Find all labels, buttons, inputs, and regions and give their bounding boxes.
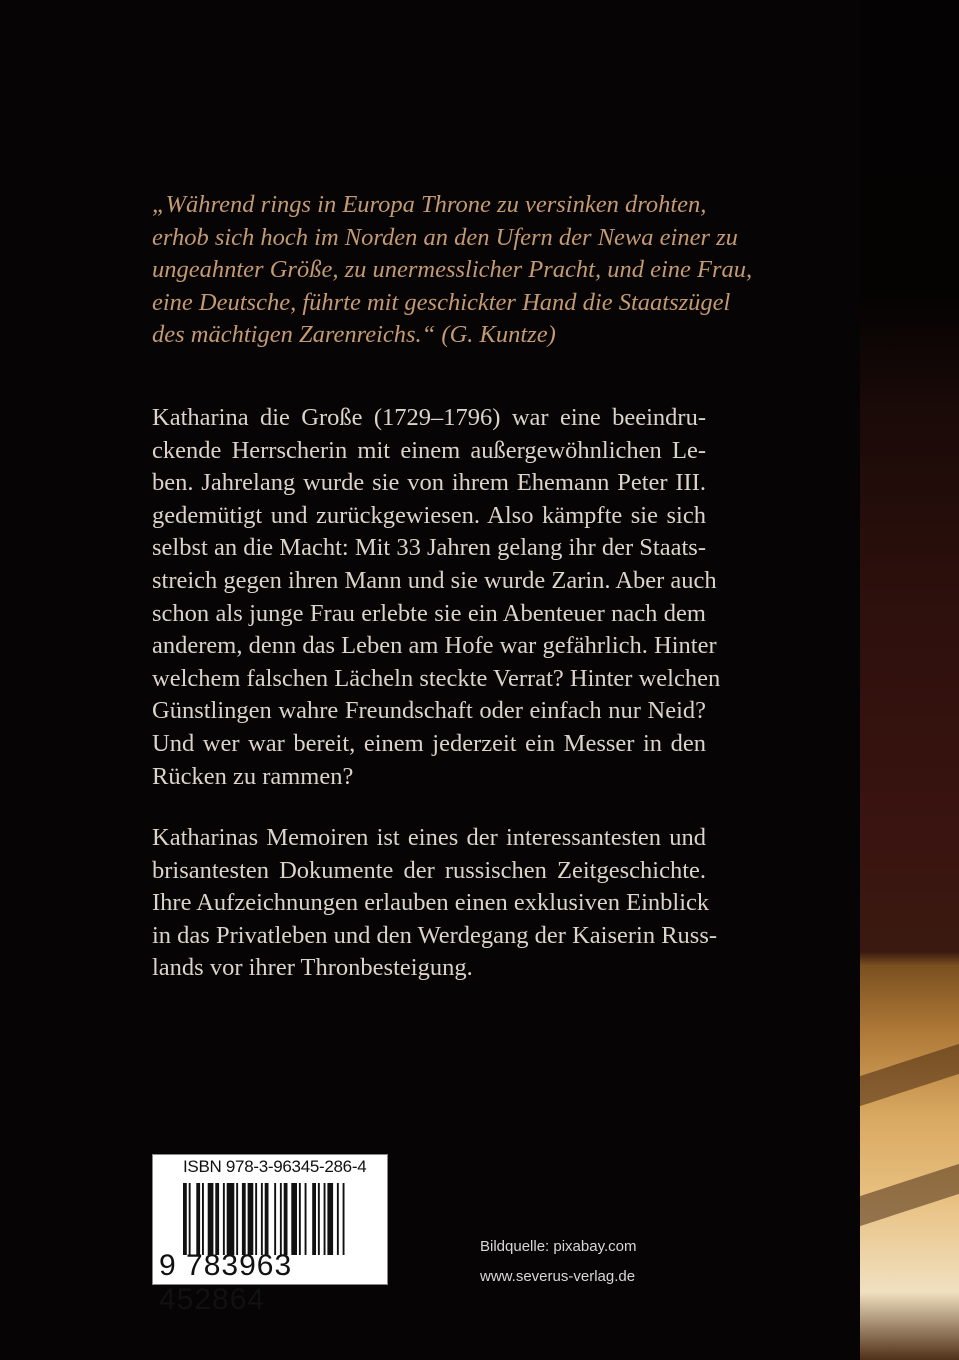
barcode-bar (312, 1183, 316, 1255)
description-paragraph-1 (152, 402, 721, 793)
publisher-website: www.severus-verlag.de (480, 1268, 636, 1285)
isbn-barcode (152, 1154, 388, 1316)
barcode-bar (327, 1183, 333, 1255)
text-line: streich gegen ihren Mann und sie wurde Zarin. Aber auch (152, 566, 717, 594)
quote-line: eine Deutsche, führte mit geschickter Hand die Staatszügel (152, 288, 731, 316)
barcode-bar (291, 1183, 297, 1255)
barcode-bar (284, 1183, 288, 1255)
barcode-bar (265, 1183, 269, 1255)
text-line: gedemütigt und zurückgewiesen. Also kämpfte sie sich (152, 501, 706, 529)
barcode-bar (227, 1183, 235, 1255)
text-line: brisantesten Dokumente der russischen Zeitgeschichte. (152, 856, 706, 884)
barcode-bar (215, 1183, 219, 1255)
quote-line: „Während rings in Europa Throne zu versinken drohten, (152, 191, 707, 218)
barcode-bar (318, 1183, 320, 1255)
text-line: ckende Herrscherin mit einem außergewöhnlichen Le- (152, 436, 706, 464)
painting-fold (860, 1164, 959, 1226)
quote-line: erhob sich hoch im Norden an den Ufern der Newa einer zu (152, 223, 738, 251)
barcode-bar (255, 1183, 257, 1255)
barcode-bar (183, 1183, 187, 1255)
quote-line: ungeahnter Größe, zu unermesslicher Pracht, und eine Frau, (152, 256, 753, 284)
barcode-bar (324, 1183, 326, 1255)
barcode-bar (208, 1183, 214, 1255)
cover-painting (860, 0, 959, 1360)
image-source-credit: Bildquelle: pixabay.com (480, 1238, 637, 1255)
text-line: in das Privatleben und den Werdegang der Kaiserin Russ- (152, 921, 718, 949)
text-line: selbst an die Macht: Mit 33 Jahren gelang ihr der Staats- (152, 534, 706, 562)
barcode-bar (202, 1183, 204, 1255)
isbn-label: ISBN 978-3-96345-286-4 (183, 1157, 367, 1176)
painting-fold (860, 1044, 959, 1106)
text-line: Rücken zu rammen? (152, 762, 354, 790)
text-line: ben. Jahrelang wurde sie von ihrem Ehemann Peter III. (152, 469, 706, 497)
text-line: Ihre Aufzeichnungen erlauben einen exklusiven Einblick (152, 889, 710, 917)
barcode-bar (189, 1183, 191, 1255)
text-line: Und wer war bereit, einem jederzeit ein Messer in den (152, 729, 706, 757)
barcode-bar (343, 1183, 345, 1255)
text-line: lands vor ihrer Thronbesteigung. (152, 954, 473, 982)
barcode-bar (337, 1183, 339, 1255)
barcode-bar (261, 1183, 263, 1255)
text-line: schon als junge Frau erlebte sie ein Abenteuer nach dem (152, 599, 706, 627)
text-line: Günstlingen wahre Freundschaft oder einfach nur Neid? (152, 697, 706, 725)
barcode-bar (280, 1183, 282, 1255)
text-line: welchem falschen Lächeln steckte Verrat? Hinter welchen (152, 664, 721, 692)
description-paragraph-2 (152, 822, 718, 985)
quote (152, 189, 753, 352)
quote-line: des mächtigen Zarenreichs.“ (G. Kuntze) (152, 321, 556, 349)
barcode-digits: 9 783963 452864 (159, 1249, 293, 1316)
barcode-bar (299, 1183, 301, 1255)
barcode-bar (223, 1183, 225, 1255)
barcode-bar (248, 1183, 254, 1255)
barcode-bar (305, 1183, 307, 1255)
barcode-bar (196, 1183, 200, 1255)
barcode-bar (242, 1183, 246, 1255)
barcode-bar (236, 1183, 238, 1255)
barcode-bars (183, 1183, 383, 1255)
text-line: Katharinas Memoiren ist eines der interessantesten und (152, 824, 706, 851)
text-line: anderem, denn das Leben am Hofe war gefährlich. Hinter (152, 632, 717, 660)
barcode-bar (274, 1183, 276, 1255)
text-line: Katharina die Große (1729–1796) war eine beeindru- (152, 404, 706, 431)
